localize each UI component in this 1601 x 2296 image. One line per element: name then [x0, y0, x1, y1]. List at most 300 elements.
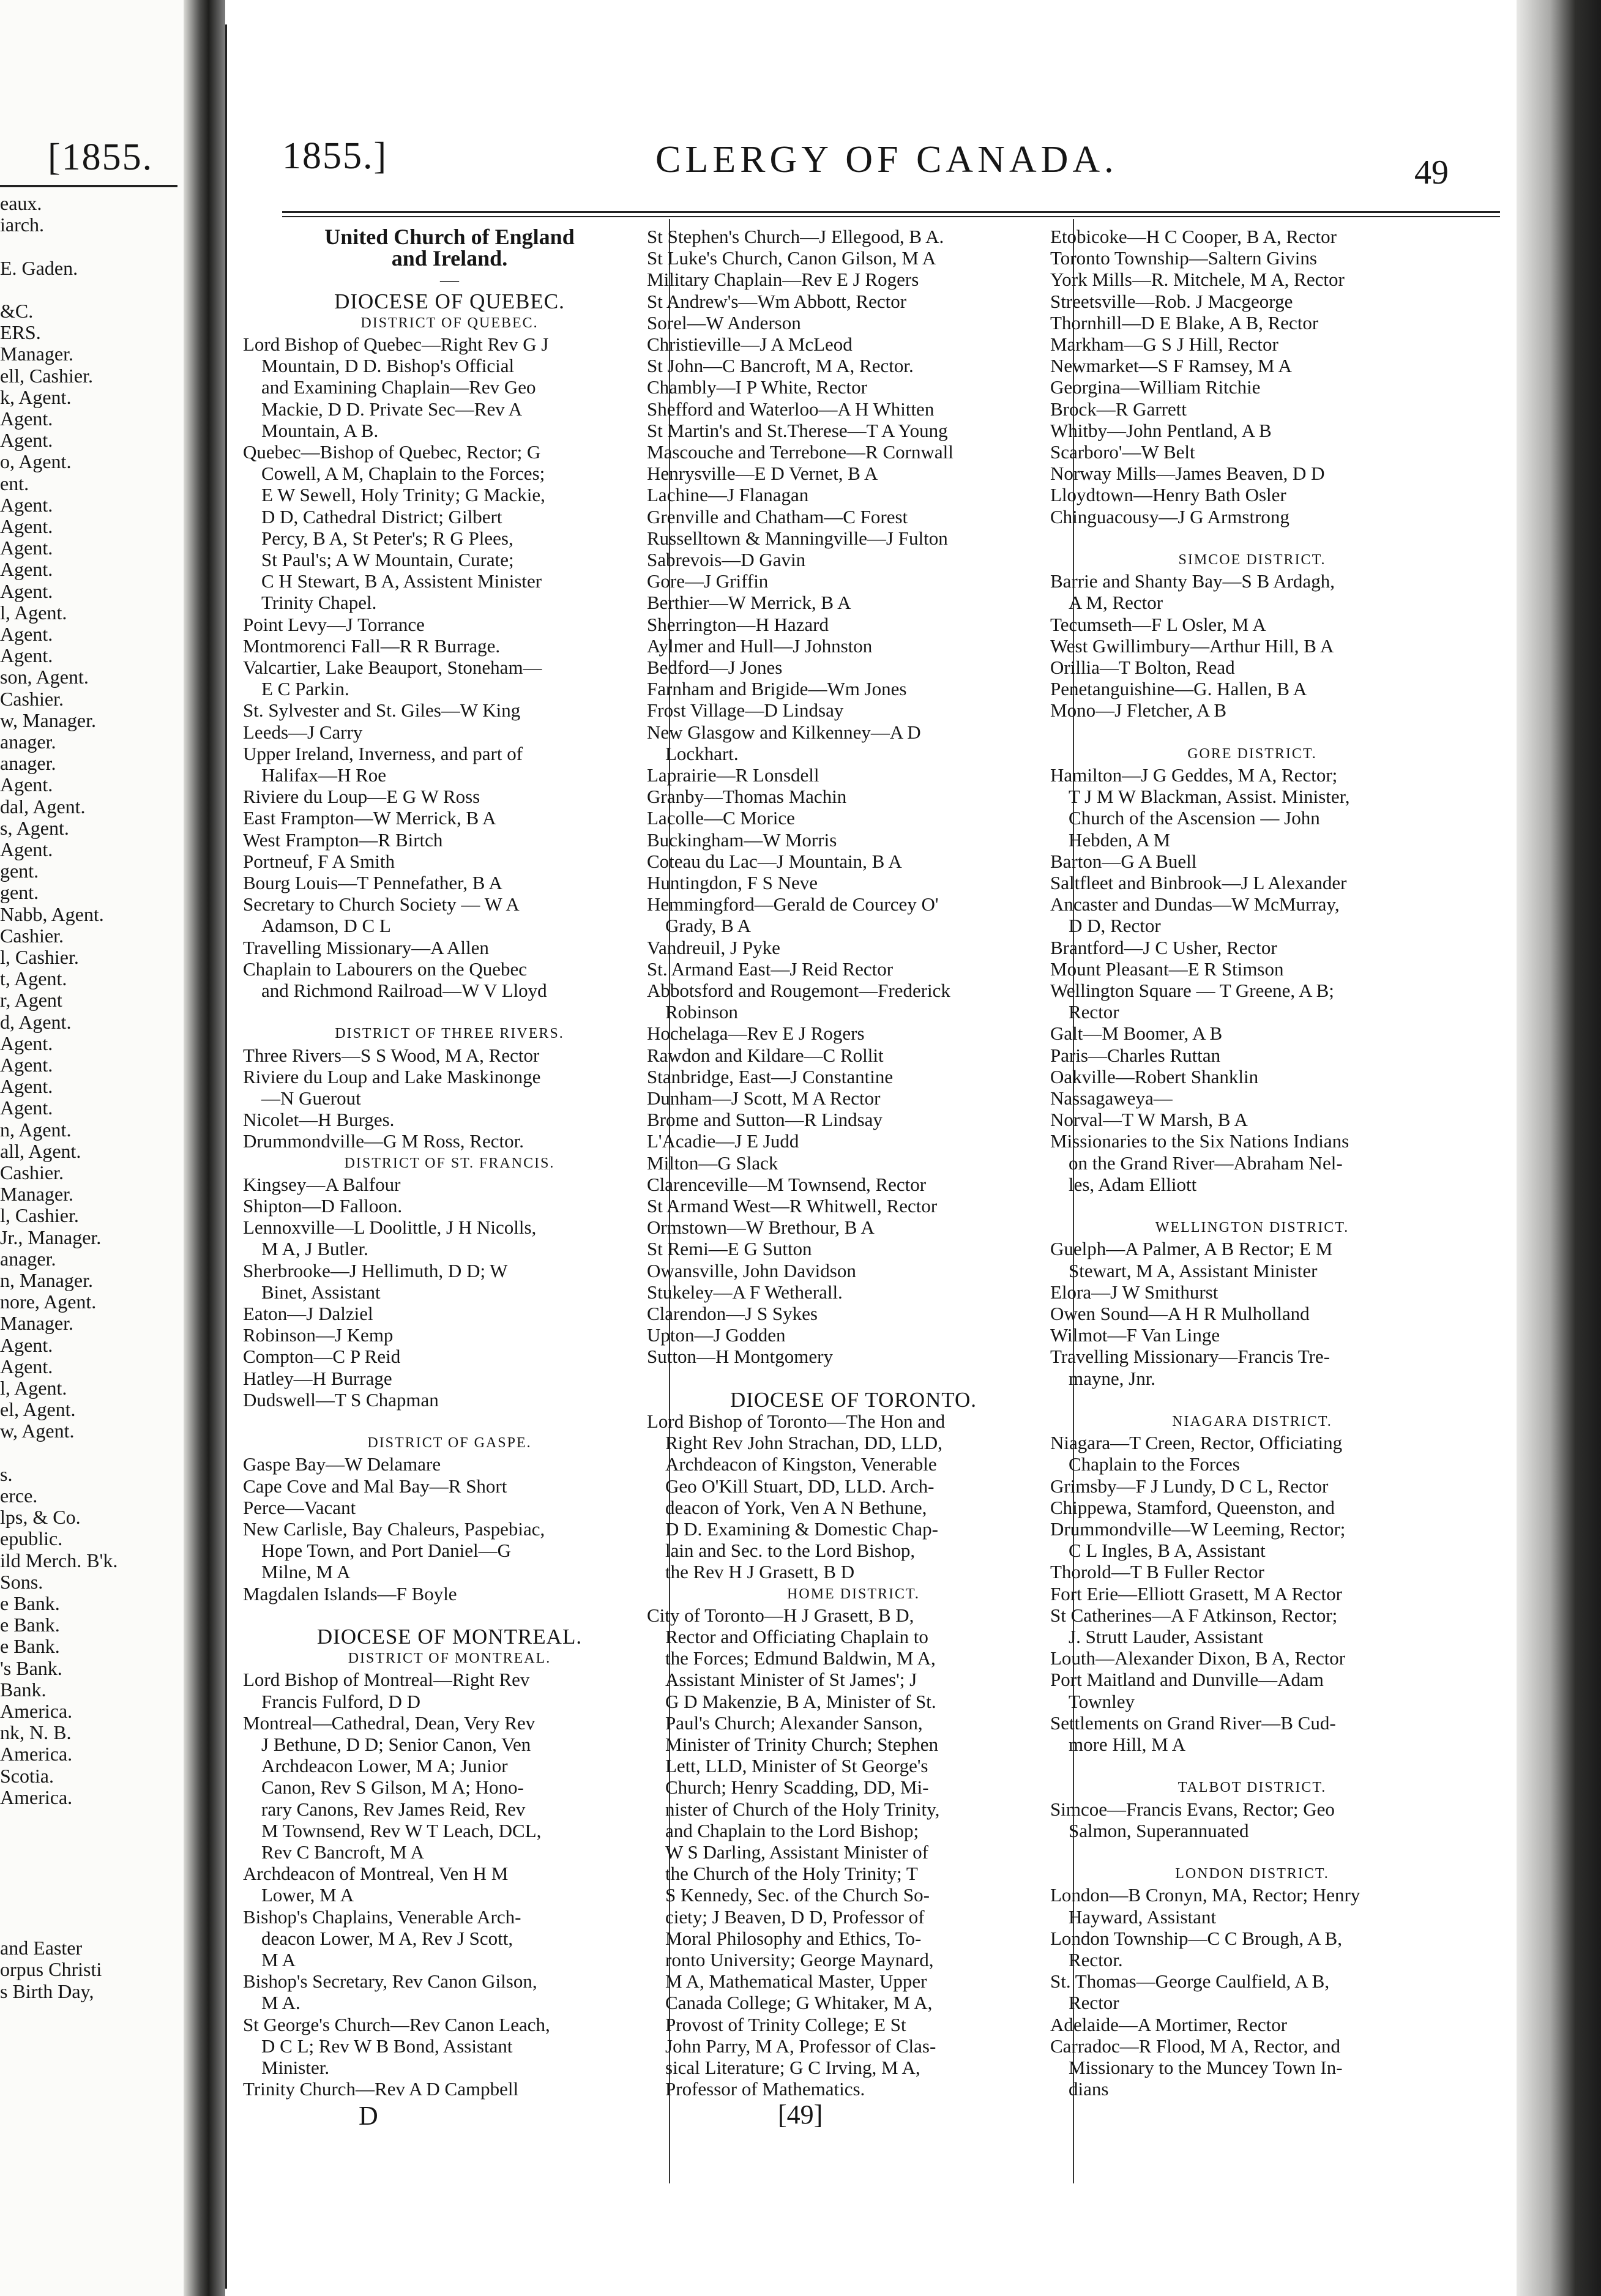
directory-entry: Nicolet—H Burges.: [243, 1109, 395, 1131]
directory-entry: Lower, M A: [261, 1884, 354, 1906]
previous-page-line: America.: [0, 1700, 73, 1722]
directory-entry: Chaplain to the Forces: [1069, 1453, 1240, 1475]
directory-entry: St John—C Bancroft, M A, Rector.: [647, 355, 914, 377]
directory-entry: ronto University; George Maynard,: [665, 1949, 934, 1970]
previous-page-line: Agent.: [0, 623, 53, 645]
previous-page-line: dal, Agent.: [0, 795, 86, 818]
directory-entry: Riviere du Loup—E G W Ross: [243, 786, 480, 808]
directory-entry: Valcartier, Lake Beauport, Stoneham—: [243, 657, 542, 678]
directory-entry: St Remi—E G Sutton: [647, 1238, 812, 1260]
previous-page-line: iarch.: [0, 214, 44, 236]
directory-entry: Milne, M A: [261, 1561, 351, 1583]
previous-page-line: l, Cashier.: [0, 1204, 79, 1227]
directory-entry: St Andrew's—Wm Abbott, Rector: [647, 290, 907, 312]
directory-entry: Montmorenci Fall—R R Burrage.: [243, 635, 501, 657]
directory-entry: Hamilton—J G Geddes, M A, Rector;: [1050, 764, 1338, 786]
previous-page-line: Agent.: [0, 493, 53, 516]
directory-entry: Lennoxville—L Doolittle, J H Nicolls,: [243, 1217, 537, 1239]
directory-entry: Trinity Chapel.: [261, 592, 377, 614]
directory-entry: Chambly—I P White, Rector: [647, 376, 867, 398]
directory-entry: Mackie, D D. Private Sec—Rev A: [261, 398, 523, 420]
directory-entry: Mascouche and Terrebone—R Cornwall: [647, 441, 954, 463]
previous-page-line: Agent.: [0, 838, 53, 860]
section-title: United Church of England: [324, 225, 575, 249]
directory-entry: Percy, B A, St Peter's; R G Plees,: [261, 527, 513, 549]
previous-page-line: erce.: [0, 1485, 38, 1507]
directory-entry: sical Literature; G C Irving, M A,: [665, 2057, 920, 2078]
directory-entry: Minister.: [261, 2057, 330, 2078]
directory-entry: Paul's Church; Alexander Sanson,: [665, 1712, 923, 1734]
directory-entry: Gore—J Griffin: [647, 570, 769, 592]
directory-entry: Etobicoke—H C Cooper, B A, Rector: [1050, 226, 1337, 247]
directory-entry: London Township—C C Brough, A B,: [1050, 1927, 1342, 1949]
directory-entry: M A, Mathematical Master, Upper: [665, 1970, 927, 1992]
directory-entry: Upton—J Godden: [647, 1324, 786, 1346]
district-heading: HOME DISTRICT.: [787, 1586, 920, 1602]
directory-entry: Halifax—H Roe: [261, 764, 387, 786]
directory-entry: Gaspe Bay—W Delamare: [243, 1453, 441, 1475]
directory-entry: Rector: [1069, 1001, 1119, 1023]
directory-entry: Canon, Rev S Gilson, M A; Hono-: [261, 1776, 524, 1798]
previous-page-line: America.: [0, 1786, 73, 1808]
page-49: [225, 24, 1518, 2289]
directory-entry: Newmarket—S F Ramsey, M A: [1050, 355, 1292, 377]
previous-page-line: Agent.: [0, 773, 53, 796]
directory-entry: Coteau du Lac—J Mountain, B A: [647, 850, 902, 872]
directory-entry: D D, Cathedral District; Gilbert: [261, 505, 502, 527]
directory-entry: Salmon, Superannuated: [1069, 1819, 1249, 1841]
directory-entry: Oakville—Robert Shanklin: [1050, 1065, 1259, 1087]
previous-page-line: Agent.: [0, 429, 53, 452]
previous-page-line: ent.: [0, 472, 29, 494]
directory-entry: Thornhill—D E Blake, A B, Rector: [1050, 311, 1319, 334]
directory-entry: New Carlisle, Bay Chaleurs, Paspebiac,: [243, 1518, 545, 1540]
previous-page-line: son, Agent.: [0, 666, 89, 688]
directory-entry: T J M W Blackman, Assist. Minister,: [1069, 786, 1350, 808]
directory-entry: Galt—M Boomer, A B: [1050, 1023, 1223, 1045]
directory-entry: London—B Cronyn, MA, Rector; Henry: [1050, 1884, 1360, 1906]
directory-entry: the Rev H J Grasett, B D: [665, 1561, 855, 1583]
previous-page-line: ERS.: [0, 321, 41, 344]
directory-entry: Assistant Minister of St James'; J: [665, 1669, 917, 1691]
directory-entry: and Examining Chaplain—Rev Geo: [261, 376, 536, 398]
directory-entry: Robinson: [665, 1001, 738, 1023]
directory-entry: Mountain, D D. Bishop's Official: [261, 355, 515, 377]
directory-entry: L'Acadie—J E Judd: [647, 1130, 799, 1152]
directory-entry: J. Strutt Lauder, Assistant: [1069, 1626, 1264, 1647]
previous-page-line: Sons.: [0, 1570, 43, 1593]
previous-page-line: d, Agent.: [0, 1010, 72, 1033]
previous-page-line: lps, & Co.: [0, 1506, 81, 1529]
directory-entry: Norway Mills—James Beaven, D D: [1050, 463, 1325, 485]
district-heading: NIAGARA DISTRICT.: [1172, 1414, 1332, 1429]
directory-entry: Montreal—Cathedral, Dean, Very Rev: [243, 1712, 536, 1734]
previous-page-line: Agent.: [0, 515, 53, 537]
previous-page-fragment: [0, 0, 184, 2296]
previous-page-line: t, Agent.: [0, 967, 67, 990]
directory-entry: D D, Rector: [1069, 915, 1161, 937]
directory-entry: New Glasgow and Kilkenney—A D: [647, 721, 921, 743]
directory-entry: Stukeley—A F Wetherall.: [647, 1281, 843, 1303]
district-heading: DISTRICT OF MONTREAL.: [348, 1650, 551, 1667]
directory-entry: and Chaplain to the Lord Bishop;: [665, 1819, 919, 1841]
directory-entry: Lett, LLD, Minister of St George's: [665, 1755, 928, 1777]
directory-entry: Barton—G A Buell: [1050, 850, 1197, 872]
previous-page-line: epublic.: [0, 1527, 63, 1550]
previous-page-line: ell, Cashier.: [0, 364, 93, 387]
directory-entry: Canada College; G Whitaker, M A,: [665, 1992, 933, 2014]
directory-entry: Compton—C P Reid: [243, 1346, 401, 1368]
directory-entry: Binet, Assistant: [261, 1281, 381, 1303]
previous-page-line: Agent.: [0, 644, 53, 667]
previous-page-line: n, Manager.: [0, 1269, 93, 1291]
previous-page-header: [1855.: [48, 136, 154, 178]
signature-mark: D: [359, 2101, 378, 2131]
directory-entry: Port Maitland and Dunville—Adam: [1050, 1669, 1324, 1691]
directory-entry: on the Grand River—Abraham Nel-: [1069, 1152, 1343, 1174]
directory-entry: Wellington Square — T Greene, A B;: [1050, 980, 1334, 1001]
directory-entry: Toronto Township—Saltern Givins: [1050, 247, 1317, 269]
previous-page-line: Agent.: [0, 1075, 53, 1098]
diocese-heading: DIOCESE OF TORONTO.: [730, 1387, 977, 1412]
directory-entry: Lockhart.: [665, 742, 739, 764]
directory-entry: Guelph—A Palmer, A B Rector; E M: [1050, 1238, 1333, 1260]
district-heading: SIMCOE DISTRICT.: [1178, 552, 1326, 568]
directory-entry: the Church of the Holy Trinity; T: [665, 1863, 918, 1885]
directory-entry: Christieville—J A McLeod: [647, 334, 853, 355]
directory-entry: Bedford—J Jones: [647, 657, 783, 678]
directory-entry: Sherbrooke—J Hellimuth, D D; W: [243, 1259, 508, 1281]
previous-page-line: r, Agent: [0, 989, 62, 1012]
previous-page-line: Agent.: [0, 580, 53, 602]
previous-page-line: w, Manager.: [0, 709, 96, 731]
directory-entry: deacon Lower, M A, Rev J Scott,: [261, 1927, 513, 1949]
directory-entry: Chippewa, Stamford, Queenston, and: [1050, 1496, 1335, 1518]
directory-entry: Lord Bishop of Montreal—Right Rev: [243, 1669, 530, 1691]
directory-entry: Simcoe—Francis Evans, Rector; Geo: [1050, 1798, 1335, 1820]
directory-entry: Grimsby—F J Lundy, D C L, Rector: [1050, 1475, 1329, 1497]
directory-entry: Townley: [1069, 1690, 1135, 1712]
section-title: and Ireland.: [391, 246, 508, 271]
previous-page-line: Agent.: [0, 1355, 53, 1377]
directory-entry: Portneuf, F A Smith: [243, 850, 395, 872]
district-heading: DISTRICT OF QUEBEC.: [360, 315, 539, 331]
directory-entry: Ancaster and Dundas—W McMurray,: [1050, 893, 1340, 915]
directory-entry: York Mills—R. Mitchele, M A, Rector: [1050, 269, 1345, 291]
directory-entry: Niagara—T Creen, Rector, Officiating: [1050, 1432, 1343, 1454]
directory-entry: Barrie and Shanty Bay—S B Ardagh,: [1050, 570, 1335, 592]
directory-entry: and Richmond Railroad—W V Lloyd: [261, 980, 547, 1001]
directory-entry: Brantford—J C Usher, Rector: [1050, 936, 1277, 958]
directory-entry: Dunham—J Scott, M A Rector: [647, 1087, 881, 1109]
directory-entry: C L Ingles, B A, Assistant: [1069, 1540, 1266, 1562]
page-number: 49: [1414, 154, 1449, 192]
previous-page-line: Agent.: [0, 1054, 53, 1076]
previous-page-line: all, Agent.: [0, 1139, 81, 1162]
previous-page-line: l, Agent.: [0, 1377, 67, 1399]
directory-entry: Fort Erie—Elliott Grasett, M A Rector: [1050, 1582, 1342, 1605]
directory-entry: Farnham and Brigide—Wm Jones: [647, 678, 907, 700]
directory-entry: ciety; J Beaven, D D, Professor of: [665, 1906, 925, 1928]
directory-entry: Grady, B A: [665, 915, 752, 937]
directory-entry: Secretary to Church Society — W A: [243, 893, 520, 915]
directory-entry: Adelaide—A Mortimer, Rector: [1050, 2013, 1288, 2035]
previous-page-line: anager.: [0, 731, 56, 753]
directory-entry: Minister of Trinity Church; Stephen: [665, 1734, 939, 1755]
directory-entry: Moral Philosophy and Ethics, To-: [665, 1927, 922, 1949]
directory-entry: Vandreuil, J Pyke: [647, 936, 780, 958]
directory-entry: John Parry, M A, Professor of Clas-: [665, 2035, 936, 2057]
directory-entry: Hebden, A M: [1069, 829, 1171, 851]
previous-page-line: Scotia.: [0, 1764, 54, 1787]
directory-entry: Francis Fulford, D D: [261, 1690, 421, 1712]
directory-entry: Drummondville—W Leeming, Rector;: [1050, 1518, 1346, 1540]
directory-entry: Streetsville—Rob. J Macgeorge: [1050, 290, 1293, 312]
directory-entry: G D Makenzie, B A, Minister of St.: [665, 1690, 936, 1712]
directory-entry: St. Thomas—George Caulfield, A B,: [1050, 1970, 1330, 1992]
directory-entry: Trinity Church—Rev A D Campbell: [243, 2078, 519, 2100]
directory-entry: Travelling Missionary—A Allen: [243, 936, 489, 958]
directory-entry: deacon of York, Ven A N Bethune,: [665, 1496, 927, 1518]
directory-entry: Owansville, John Davidson: [647, 1259, 856, 1281]
directory-entry: nister of Church of the Holy Trinity,: [665, 1798, 940, 1820]
previous-page-line: ild Merch. B'k.: [0, 1549, 118, 1571]
directory-entry: W S Darling, Assistant Minister of: [665, 1841, 928, 1863]
directory-entry: more Hill, M A: [1069, 1734, 1186, 1755]
directory-entry: Bishop's Secretary, Rev Canon Gilson,: [243, 1970, 537, 1992]
directory-entry: Point Levy—J Torrance: [243, 613, 425, 635]
directory-entry: Clarenceville—M Townsend, Rector: [647, 1173, 927, 1195]
district-heading: TALBOT DISTRICT.: [1177, 1780, 1327, 1796]
previous-page-line: n, Agent.: [0, 1118, 72, 1141]
previous-page-line: anager.: [0, 1247, 56, 1270]
district-heading: DISTRICT OF ST. FRANCIS.: [344, 1155, 555, 1171]
directory-entry: Louth—Alexander Dixon, B A, Rector: [1050, 1647, 1346, 1669]
directory-entry: Hayward, Assistant: [1069, 1906, 1217, 1928]
previous-page-line: gent.: [0, 881, 39, 904]
directory-entry: Rector.: [1069, 1949, 1123, 1970]
directory-entry: Bourg Louis—T Pennefather, B A: [243, 872, 502, 893]
directory-entry: Aylmer and Hull—J Johnston: [647, 635, 873, 657]
directory-entry: Geo O'Kill Stuart, DD, LLD. Arch-: [665, 1475, 935, 1497]
previous-page-line: Cashier.: [0, 687, 64, 710]
directory-entry: Hemmingford—Gerald de Courcey O': [647, 893, 939, 915]
directory-entry: Rector: [1069, 1992, 1119, 2014]
directory-entry: Shefford and Waterloo—A H Whitten: [647, 398, 935, 420]
directory-entry: Upper Ireland, Inverness, and part of: [243, 742, 523, 764]
directory-entry: Owen Sound—A H R Mulholland: [1050, 1303, 1310, 1324]
previous-page-line: Agent.: [0, 537, 53, 559]
directory-entry: Rector and Officiating Chaplain to: [665, 1626, 928, 1647]
directory-entry: Archdeacon Lower, M A; Junior: [261, 1755, 508, 1777]
directory-entry: Brock—R Garrett: [1050, 398, 1187, 420]
directory-entry: Dudswell—T S Chapman: [243, 1388, 439, 1411]
directory-entry: Sherrington—H Hazard: [647, 613, 829, 635]
directory-entry: A M, Rector: [1069, 592, 1163, 614]
previous-page-line: o, Agent.: [0, 450, 72, 473]
directory-entry: West Frampton—R Birtch: [243, 829, 443, 851]
directory-entry: Provost of Trinity College; E St: [665, 2013, 906, 2035]
directory-entry: M Townsend, Rev W T Leach, DCL,: [261, 1819, 542, 1841]
directory-entry: Brome and Sutton—R Lindsay: [647, 1109, 883, 1131]
directory-entry: Stanbridge, East—J Constantine: [647, 1065, 894, 1087]
previous-page-line: Cashier.: [0, 924, 64, 947]
header-rule-thin: [282, 216, 1500, 217]
directory-entry: Lacolle—C Morice: [647, 807, 795, 829]
directory-entry: Lachine—J Flanagan: [647, 484, 809, 506]
previous-page-line: Jr., Manager.: [0, 1226, 102, 1248]
directory-entry: E C Parkin.: [261, 678, 349, 700]
directory-entry: Norval—T W Marsh, B A: [1050, 1109, 1248, 1131]
district-heading: DISTRICT OF GASPE.: [367, 1435, 532, 1452]
directory-entry: Professor of Mathematics.: [665, 2078, 865, 2100]
directory-entry: Cowell, A M, Chaplain to the Forces;: [261, 463, 545, 485]
previous-page-line: e Bank.: [0, 1592, 60, 1614]
directory-entry: St Paul's; A W Mountain, Curate;: [261, 549, 514, 570]
directory-entry: M A.: [261, 1992, 300, 2014]
directory-entry: Rawdon and Kildare—C Rollit: [647, 1044, 884, 1066]
previous-page-line: 's Bank.: [0, 1657, 62, 1679]
directory-entry: D C L; Rev W B Bond, Assistant: [261, 2035, 513, 2057]
previous-page-line: Bank.: [0, 1678, 47, 1701]
directory-entry: Missionaries to the Six Nations Indians: [1050, 1130, 1349, 1152]
directory-entry: Hochelaga—Rev E J Rogers: [647, 1023, 865, 1045]
district-heading: DISTRICT OF THREE RIVERS.: [335, 1026, 564, 1042]
directory-entry: Archdeacon of Montreal, Ven H M: [243, 1863, 509, 1885]
previous-page-line: Manager.: [0, 1312, 73, 1335]
diocese-heading: DIOCESE OF MONTREAL.: [316, 1625, 583, 1649]
directory-entry: Russelltown & Manningville—J Fulton: [647, 527, 948, 549]
directory-entry: Magdalen Islands—F Boyle: [243, 1582, 457, 1605]
directory-entry: Nassagaweya—: [1050, 1087, 1173, 1109]
previous-page-line: Agent.: [0, 1032, 53, 1054]
directory-entry: Shipton—D Falloon.: [243, 1195, 403, 1217]
directory-entry: Orillia—T Bolton, Read: [1050, 657, 1235, 678]
directory-entry: St. Sylvester and St. Giles—W King: [243, 699, 521, 721]
previous-page-line: Manager.: [0, 1183, 73, 1206]
directory-entry: Huntingdon, F S Neve: [647, 872, 818, 893]
directory-entry: C H Stewart, B A, Assistent Minister: [261, 570, 542, 592]
previous-page-rule: [0, 185, 177, 187]
directory-entry: Grenville and Chatham—C Forest: [647, 505, 908, 527]
directory-entry: mayne, Jnr.: [1069, 1367, 1156, 1389]
directory-entry: Tecumseth—F L Osler, M A: [1050, 613, 1266, 635]
page-title: CLERGY OF CANADA.: [655, 139, 1118, 181]
directory-entry: Church; Henry Scadding, DD, Mi-: [665, 1776, 929, 1798]
previous-page-line: s, Agent.: [0, 816, 69, 839]
directory-entry: East Frampton—W Merrick, B A: [243, 807, 496, 829]
directory-entry: Scarboro'—W Belt: [1050, 441, 1195, 463]
directory-entry: M A, J Butler.: [261, 1238, 368, 1260]
directory-entry: Bishop's Chaplains, Venerable Arch-: [243, 1906, 521, 1928]
previous-page-line: Nabb, Agent.: [0, 903, 104, 925]
directory-entry: Hatley—H Burrage: [243, 1367, 392, 1389]
directory-entry: rary Canons, Rev James Reid, Rev: [261, 1798, 526, 1820]
directory-entry: the Forces; Edmund Baldwin, M A,: [665, 1647, 936, 1669]
directory-entry: Markham—G S J Hill, Rector: [1050, 334, 1278, 355]
district-heading: GORE DISTRICT.: [1187, 745, 1317, 762]
directory-entry: Henrysville—E D Vernet, B A: [647, 463, 878, 485]
previous-page-line: e Bank.: [0, 1614, 60, 1636]
district-heading: WELLINGTON DISTRICT.: [1155, 1220, 1349, 1236]
directory-entry: dians: [1069, 2078, 1109, 2100]
directory-entry: Drummondville—G M Ross, Rector.: [243, 1130, 524, 1152]
directory-entry: lain and Sec. to the Lord Bishop,: [665, 1540, 916, 1562]
directory-entry: Missionary to the Muncey Town In-: [1069, 2057, 1343, 2078]
directory-entry: Lord Bishop of Toronto—The Hon and: [647, 1411, 946, 1432]
directory-entry: Leeds—J Carry: [243, 721, 363, 743]
directory-entry: Buckingham—W Morris: [647, 829, 837, 851]
directory-entry: Chaplain to Labourers on the Quebec: [243, 958, 527, 980]
previous-page-line: Agent.: [0, 1333, 53, 1356]
directory-entry: Penetanguishine—G. Hallen, B A: [1050, 678, 1307, 700]
directory-entry: Mount Pleasant—E R Stimson: [1050, 958, 1284, 980]
previous-page-line: Agent.: [0, 408, 53, 430]
directory-entry: Robinson—J Kemp: [243, 1324, 394, 1346]
directory-entry: —: [440, 269, 459, 291]
directory-entry: Cape Cove and Mal Bay—R Short: [243, 1475, 507, 1497]
directory-entry: Thorold—T B Fuller Rector: [1050, 1561, 1264, 1583]
previous-page-line: l, Cashier.: [0, 946, 79, 968]
directory-entry: Whitby—John Pentland, A B: [1050, 419, 1272, 441]
previous-page-line: l, Agent.: [0, 601, 67, 624]
district-heading: LONDON DISTRICT.: [1175, 1866, 1329, 1882]
directory-entry: les, Adam Elliott: [1069, 1173, 1197, 1195]
previous-page-line: Agent.: [0, 558, 53, 581]
previous-page-line: Cashier.: [0, 1161, 64, 1183]
directory-entry: Berthier—W Merrick, B A: [647, 592, 851, 614]
directory-entry: Mountain, A B.: [261, 419, 379, 441]
directory-entry: Georgina—William Ritchie: [1050, 376, 1261, 398]
directory-entry: Granby—Thomas Machin: [647, 786, 847, 808]
directory-entry: J Bethune, D D; Senior Canon, Ven: [261, 1734, 531, 1755]
directory-entry: Quebec—Bishop of Quebec, Rector; G: [243, 441, 541, 463]
directory-entry: Kingsey—A Balfour: [243, 1173, 401, 1195]
directory-entry: Milton—G Slack: [647, 1152, 778, 1174]
directory-entry: Lloydtown—Henry Bath Osler: [1050, 484, 1286, 506]
directory-entry: S Kennedy, Sec. of the Church So-: [665, 1884, 930, 1906]
previous-page-line: k, Agent.: [0, 386, 72, 408]
previous-page-line: orpus Christi: [0, 1958, 102, 1981]
previous-page-line: nk, N. B.: [0, 1721, 72, 1744]
directory-entry: Mono—J Fletcher, A B: [1050, 699, 1227, 721]
previous-page-line: and Easter: [0, 1937, 83, 1959]
directory-entry: M A: [261, 1949, 296, 1970]
directory-entry: Settlements on Grand River—B Cud-: [1050, 1712, 1336, 1734]
previous-page-line: America.: [0, 1743, 73, 1765]
previous-page-line: el, Agent.: [0, 1398, 76, 1421]
directory-entry: St Stephen's Church—J Ellegood, B A.: [647, 226, 944, 247]
directory-entry: Frost Village—D Lindsay: [647, 699, 844, 721]
previous-page-line: anager.: [0, 752, 56, 775]
directory-entry: St Catherines—A F Atkinson, Rector;: [1050, 1604, 1338, 1626]
directory-entry: Sabrevois—D Gavin: [647, 549, 806, 570]
directory-entry: Adamson, D C L: [261, 915, 391, 937]
header-year: 1855.]: [282, 135, 388, 177]
directory-entry: St Martin's and St.Therese—T A Young: [647, 419, 948, 441]
directory-entry: Riviere du Loup and Lake Maskinonge: [243, 1065, 541, 1087]
directory-entry: Hope Town, and Port Daniel—G: [261, 1540, 511, 1562]
previous-page-line: Manager.: [0, 343, 73, 365]
directory-entry: Eaton—J Dalziel: [243, 1303, 373, 1324]
directory-entry: Paris—Charles Ruttan: [1050, 1044, 1221, 1066]
directory-entry: Carradoc—R Flood, M A, Rector, and: [1050, 2035, 1341, 2057]
book-gutter: [184, 0, 225, 2296]
directory-entry: Chinguacousy—J G Armstrong: [1050, 505, 1289, 527]
page-edge: [1517, 0, 1601, 2296]
previous-page-line: Agent.: [0, 1097, 53, 1119]
directory-entry: Laprairie—R Lonsdell: [647, 764, 819, 786]
